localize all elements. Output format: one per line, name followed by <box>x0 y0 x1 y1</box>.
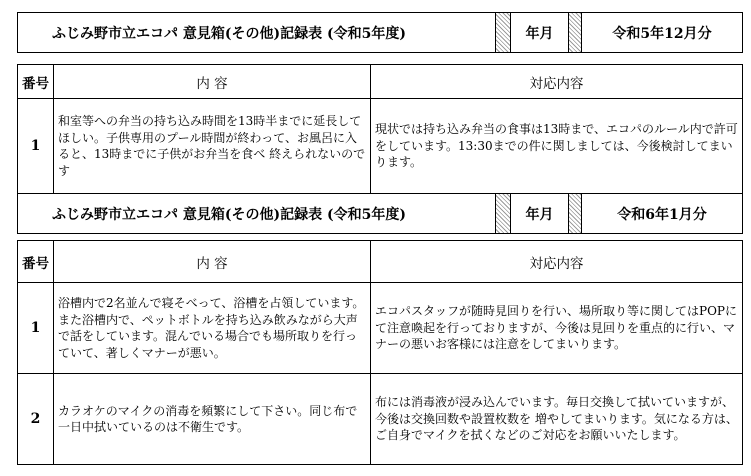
section-title-row <box>17 12 743 53</box>
shaded-cell <box>496 13 511 52</box>
row-content: カラオケのマイクの消毒を頻繁にして下さい。同じ布で一日中拭いているのは不衛生です。 <box>54 374 371 465</box>
table-header-row <box>18 241 743 283</box>
header-response: 対応内容 <box>371 241 743 283</box>
table-row <box>18 283 743 374</box>
row-response: 布には消毒液が浸み込んでいます。毎日交換して拭いていますが、今後は交換回数や設置枚数を 増やしてまいります。気になる方は、ご自身でマイクを拭くなどのご対応をお願いいたします。 <box>371 374 743 465</box>
table-row <box>18 374 743 465</box>
row-number: 2 <box>18 374 54 465</box>
section-title: ふじみ野市立エコパ 意見箱(その他)記録表 (令和5年度) <box>18 194 496 233</box>
table-header-row <box>18 65 743 99</box>
row-content: 和室等への弁当の持ち込み時間を13時半までに延長してほしい。子供専用のプール時間が終わって、お風呂に入ると、13時までに子供がお弁当を食べ 終えられないのです <box>54 99 371 194</box>
shaded-cell <box>496 194 511 233</box>
section-title-row <box>17 193 743 234</box>
shaded-cell <box>569 13 582 52</box>
row-response: 現状では持ち込み弁当の食事は13時まで、エコパのルール内で許可をしています。13:30までの件に関しましては、今後検討してまいります。 <box>371 99 743 194</box>
month-value: 令和6年1月分 <box>617 206 707 223</box>
month-label: 年月 <box>511 13 569 52</box>
month-label: 年月 <box>511 194 569 233</box>
shaded-cell <box>569 194 582 233</box>
header-content: 内 容 <box>54 65 371 99</box>
header-no: 番号 <box>18 241 54 283</box>
table-row <box>18 99 743 194</box>
row-content: 浴槽内で2名並んで寝そべって、浴槽を占領しています。また浴槽内で、ペットボトルを持ち込み飲みながら大声で話をしています。混んでいる場合でも場所取りを行っていて、著しくマナーが悪い。 <box>54 283 371 374</box>
header-no: 番号 <box>18 65 54 99</box>
header-response: 対応内容 <box>371 65 743 99</box>
row-number: 1 <box>18 283 54 374</box>
section-title: ふじみ野市立エコパ 意見箱(その他)記録表 (令和5年度) <box>18 13 496 52</box>
month-value: 令和5年12月分 <box>612 25 712 42</box>
row-number: 1 <box>18 99 54 194</box>
header-content: 内 容 <box>54 241 371 283</box>
row-response: エコパスタッフが随時見回りを行い、場所取り等に関してはPOPにて注意喚起を行っておりますが、今後は見回りを重点的に行い、マナーの悪いお客様には注意をしてまいります。 <box>371 283 743 374</box>
record-table <box>17 64 743 194</box>
record-table <box>17 240 743 465</box>
